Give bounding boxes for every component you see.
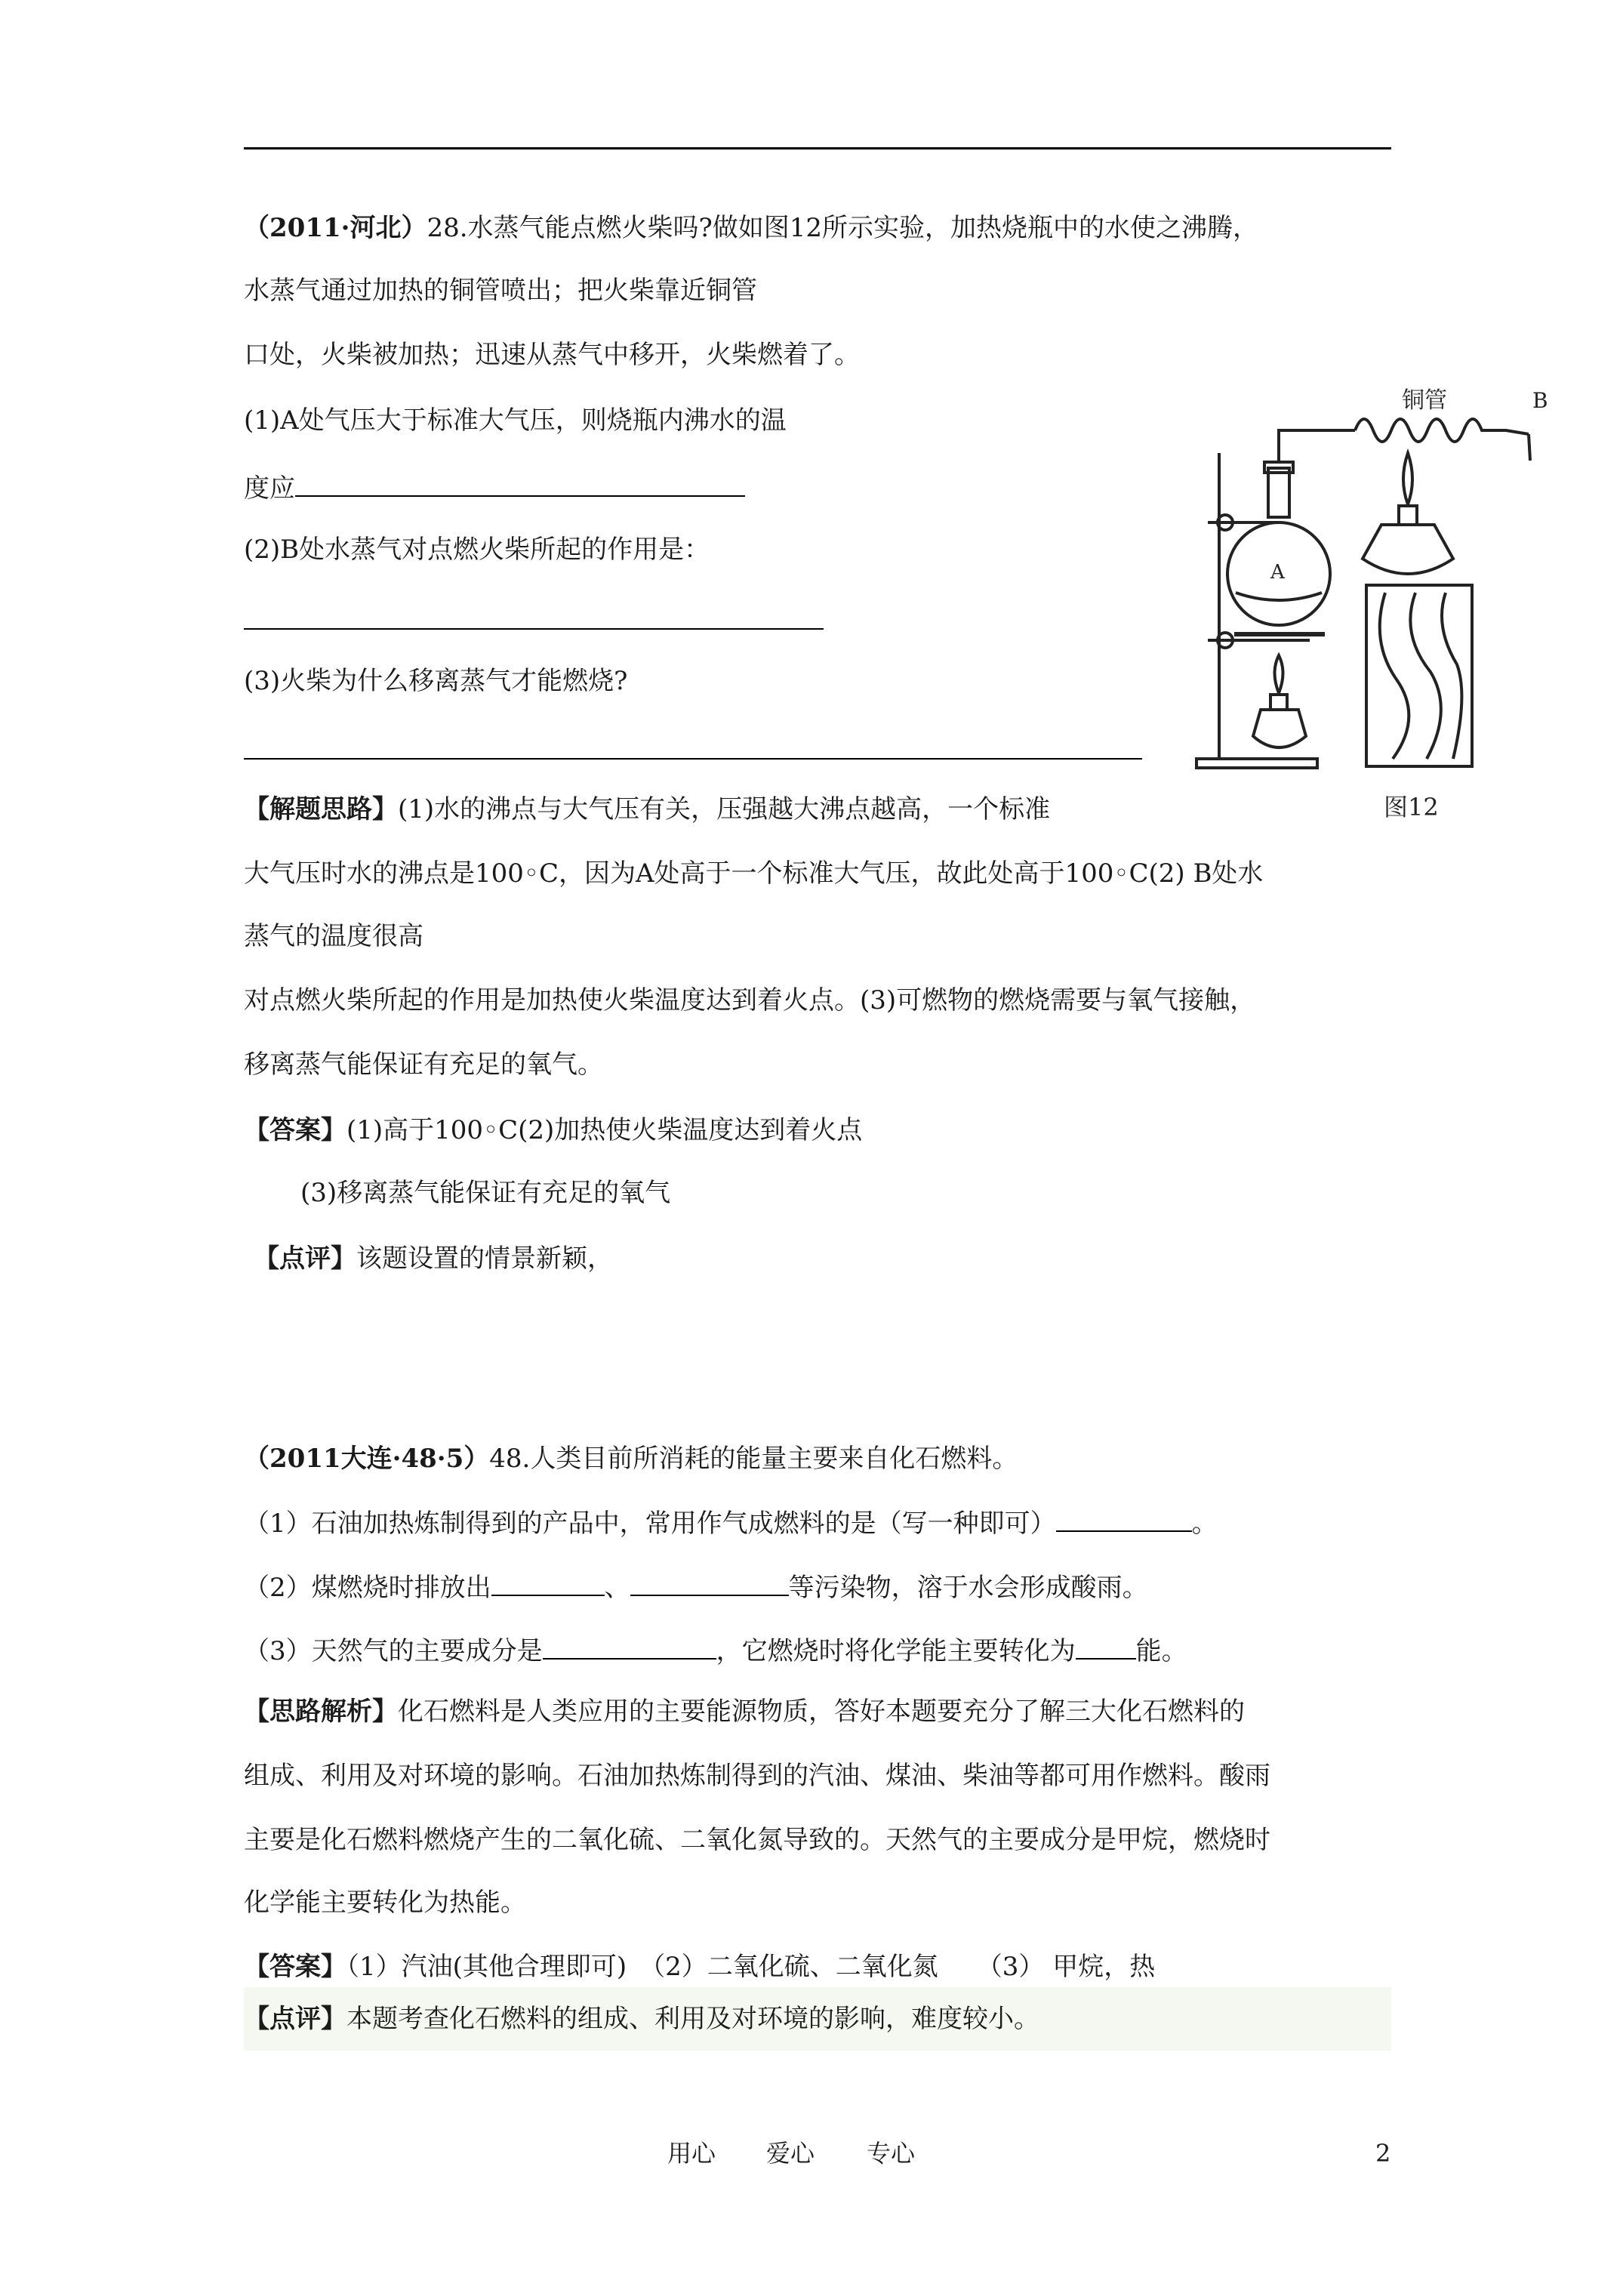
q2-analysis-line4: 化学能主要转化为热能。	[244, 1888, 526, 1918]
wood-grain-1	[1380, 593, 1409, 759]
q2-part3-text-b: ，它燃烧时将化学能主要转化为	[716, 1636, 1076, 1666]
q2-part2-blank1	[491, 1569, 605, 1596]
q1-analysis-tag: 【解题思路】	[244, 794, 398, 824]
q2-part2-sep: 、	[604, 1573, 630, 1603]
q1-part2: (2)B处水蒸气对点燃火柴所起的作用是：	[244, 535, 710, 565]
q2-part2-blank2	[630, 1569, 789, 1596]
q1-stem-line2: 水蒸气通过加热的铜管喷出；把火柴靠近铜管	[244, 276, 757, 306]
copper-coil	[1355, 419, 1529, 442]
q1-stem-line3: 口处，火柴被加热；迅速从蒸气中移开，火柴燃着了。	[244, 340, 860, 370]
q1-analysis-text1: (1)水的沸点与大气压有关，压强越大沸点越高，一个标准	[398, 794, 1051, 824]
label-b: B	[1532, 388, 1548, 413]
nozzle	[1529, 434, 1530, 461]
q1-answer-tag: 【答案】	[244, 1115, 346, 1145]
page-number: 2	[1375, 2139, 1391, 2168]
apparatus-drawing	[1189, 378, 1581, 823]
delivery-tube	[1279, 430, 1355, 462]
q1-part1-blank	[295, 470, 745, 497]
label-copper-tube: 铜管	[1402, 387, 1447, 414]
q1-analysis-line4: 对点燃火柴所起的作用是加热使火柴温度达到着火点。(3)可燃物的燃烧需要与氧气接触，	[244, 985, 1256, 1015]
figure-12-apparatus	[1189, 378, 1581, 823]
q1-stem-text: 28.水蒸气能点燃火柴吗?做如图12所示实验，加热烧瓶中的水使之沸腾，	[427, 213, 1259, 243]
q2-answer	[244, 1950, 1155, 1983]
q2-analysis-line1	[244, 1695, 1245, 1728]
q2-part3-text-a: （3）天然气的主要成分是	[244, 1636, 543, 1666]
footer-motto-3: 专心	[867, 2139, 916, 2168]
q1-part2-answer-line	[244, 628, 824, 630]
header-rule	[244, 147, 1391, 149]
q1-answer-line1	[244, 1114, 862, 1147]
q1-part1-prefix: 度应	[244, 473, 295, 504]
q2-part1-text: （1）石油加热炼制得到的产品中，常用作气成燃料的是（写一种即可）	[244, 1509, 1056, 1539]
q1-analysis-line1	[244, 793, 1050, 826]
q2-analysis-line3: 主要是化石燃料燃烧产生的二氧化硫、二氧化氮导致的。天然气的主要成分是甲烷，燃烧时	[244, 1825, 1270, 1855]
upper-lamp-wick	[1399, 506, 1417, 525]
q2-part2	[244, 1569, 1148, 1604]
footer-motto-2: 爱心	[766, 2139, 815, 2168]
wood-grain-2	[1410, 593, 1441, 759]
lower-flame	[1275, 655, 1283, 693]
figure-caption: 图12	[1384, 793, 1439, 821]
q1-part1-line1: (1)A处气压大于标准大气压，则烧瓶内沸水的温	[244, 405, 787, 436]
upper-flame	[1403, 453, 1412, 504]
q1-source: （2011·河北）	[244, 213, 427, 243]
lower-lamp	[1253, 710, 1306, 747]
label-a: A	[1270, 561, 1285, 584]
q2-part1	[244, 1505, 1218, 1540]
q2-stem-text: 48.人类目前所消耗的能量主要来自化石燃料。	[489, 1444, 1018, 1474]
q1-analysis-line3: 蒸气的温度很高	[244, 921, 423, 951]
q2-part1-blank	[1056, 1505, 1192, 1532]
q1-stem-line1	[244, 211, 1258, 245]
q2-part3-blank1	[543, 1632, 716, 1660]
upper-lamp	[1363, 525, 1453, 574]
q2-part3	[244, 1632, 1187, 1668]
wood-grain-3	[1442, 593, 1461, 759]
q1-answer-text1: (1)高于100◦C(2)加热使火柴温度达到着火点	[346, 1115, 863, 1145]
q2-part1-end: 。	[1191, 1509, 1218, 1539]
q2-source: （2011大连·48·5）	[244, 1444, 490, 1474]
q1-review	[254, 1242, 613, 1275]
q1-review-text: 该题设置的情景新颖，	[356, 1244, 613, 1274]
q2-part3-text-c: 能。	[1135, 1636, 1187, 1666]
q1-part1-line2	[244, 470, 745, 505]
q2-analysis-line2: 组成、利用及对环境的影响。石油加热炼制得到的汽油、煤油、柴油等都可用作燃料。酸雨	[244, 1761, 1270, 1791]
q1-part3: (3)火柴为什么移离蒸气才能燃烧?	[244, 666, 628, 696]
q2-review	[244, 2002, 1039, 2036]
footer-motto-1: 用心	[667, 2139, 716, 2168]
q1-answer-line2: (3)移离蒸气能保证有充足的氧气	[300, 1178, 671, 1208]
q2-analysis-tag: 【思路解析】	[244, 1697, 398, 1727]
q1-review-tag: 【点评】	[254, 1244, 356, 1274]
q2-part2-text-b: 等污染物，溶于水会形成酸雨。	[788, 1573, 1148, 1603]
q2-answer-text: （1）汽油(其他合理即可) （2）二氧化硫、二氧化氮 （3） 甲烷，热	[346, 1952, 1156, 1982]
lower-lamp-wick	[1270, 695, 1287, 710]
q2-review-tag: 【点评】	[244, 2004, 346, 2034]
q2-part2-text-a: （2）煤燃烧时排放出	[244, 1573, 491, 1603]
q2-stem	[244, 1442, 1018, 1475]
flask-water	[1236, 593, 1322, 600]
q1-analysis-line5: 移离蒸气能保证有充足的氧气。	[244, 1049, 603, 1080]
q1-part3-answer-line	[244, 758, 1142, 760]
q2-answer-tag: 【答案】	[244, 1952, 346, 1982]
q2-analysis-text1: 化石燃料是人类应用的主要能源物质，答好本题要充分了解三大化石燃料的	[398, 1697, 1245, 1727]
stand-base	[1196, 759, 1317, 768]
q2-review-text: 本题考查化石燃料的组成、利用及对环境的影响，难度较小。	[346, 2004, 1039, 2034]
q2-part3-blank2	[1076, 1632, 1136, 1660]
flask-neck	[1268, 468, 1289, 517]
q1-analysis-line2: 大气压时水的沸点是100◦C，因为A处高于一个标准大气压，故此处高于100◦C(2) B处水	[244, 858, 1264, 889]
